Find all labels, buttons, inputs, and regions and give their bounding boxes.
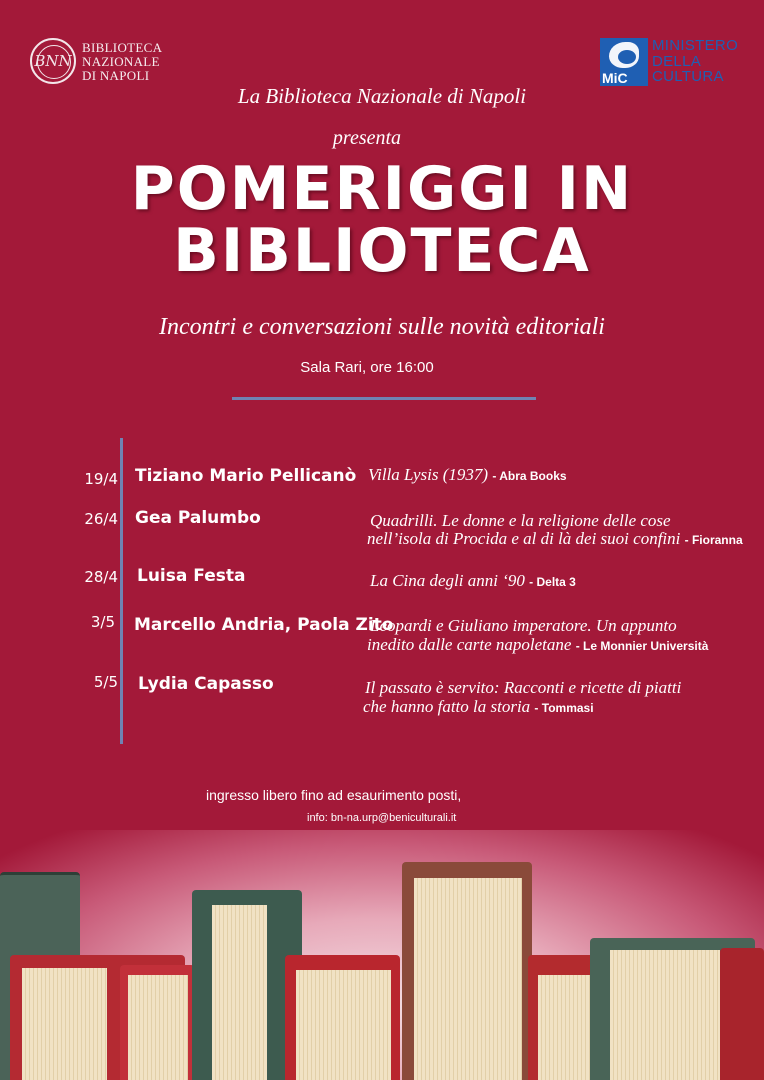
bnn-logo-line: NAZIONALE — [82, 54, 160, 69]
mic-logo-line: MINISTERO — [652, 37, 739, 54]
event-date: 19/4 — [84, 470, 118, 488]
bnn-seal-icon — [30, 38, 76, 84]
mic-logo — [600, 38, 750, 88]
bnn-logo — [30, 38, 200, 90]
event-book — [367, 530, 743, 549]
event-book-title: Quadrilli. Le donne e la religione delle cose — [370, 511, 671, 530]
event-book — [370, 617, 677, 635]
bnn-monogram: BNN — [34, 52, 72, 70]
mic-logo-text — [652, 38, 738, 85]
event-speaker: Gea Palumbo — [135, 508, 261, 528]
event-speaker: Lydia Capasso — [138, 674, 274, 694]
presenter-line: La Biblioteca Nazionale di Napoli — [237, 84, 527, 108]
event-date: 26/4 — [84, 510, 118, 528]
event-book-title: che hanno fatto la storia — [363, 697, 531, 716]
bnn-logo-line: BIBLIOTECA — [82, 40, 163, 55]
event-date: 3/5 — [90, 613, 115, 631]
event-speaker: Tiziano Mario Pellicanò — [135, 466, 357, 486]
event-book-title: Villa Lysis (1937) — [368, 465, 489, 484]
event-book-title: Il passato è servito: Racconti e ricette di piatti — [365, 678, 682, 697]
event-date: 5/5 — [93, 673, 118, 691]
subtitle: Incontri e conversazioni sulle novità editoriali — [159, 314, 605, 340]
event-book-title: inedito dalle carte napoletane — [367, 635, 572, 654]
books-illustration — [0, 830, 764, 1080]
event-book — [368, 466, 567, 485]
ministry-head-icon — [600, 38, 648, 86]
bnn-logo-line: DI NAPOLI — [82, 68, 150, 83]
event-date: 28/4 — [84, 568, 118, 586]
event-book-title: Leopardi e Giuliano imperatore. Un appunto — [370, 616, 677, 635]
title-line-2: BIBLIOTECA — [173, 216, 591, 286]
info-email: info: bn-na.urp@beniculturali.it — [307, 812, 457, 824]
mic-logo-line: DELLA — [652, 52, 702, 70]
event-speaker: Luisa Festa — [137, 566, 246, 586]
event-publisher: - Abra Books — [492, 469, 567, 483]
event-book — [363, 698, 594, 717]
event-publisher: - Delta 3 — [529, 575, 576, 589]
event-book — [370, 512, 671, 530]
title-line-1: POMERIGGI IN — [130, 154, 634, 224]
event-publisher: - Fioranna — [684, 533, 743, 547]
event-publisher: - Le Monnier Università — [575, 639, 709, 653]
bnn-logo-text — [82, 41, 162, 83]
mic-logo-line: CULTURA — [652, 68, 724, 85]
event-book-title: La Cina degli anni ‘90 — [370, 571, 525, 590]
mic-label: MiC — [602, 70, 628, 86]
entry-note: ingresso libero fino ad esaurimento posti, — [206, 787, 462, 803]
venue-time: Sala Rari, ore 16:00 — [300, 359, 434, 376]
event-publisher: - Tommasi — [534, 701, 594, 715]
event-speaker: Marcello Andria, Paola Zito — [134, 615, 394, 635]
event-book — [365, 679, 681, 697]
event-book — [367, 636, 708, 655]
presenta-line: presenta — [332, 127, 402, 149]
event-book — [370, 572, 576, 591]
divider — [232, 397, 536, 400]
schedule-vertical-line — [120, 438, 123, 744]
event-book-title: nell’isola di Procida e al di là dei suoi confini — [367, 529, 681, 548]
page-title — [0, 154, 764, 286]
